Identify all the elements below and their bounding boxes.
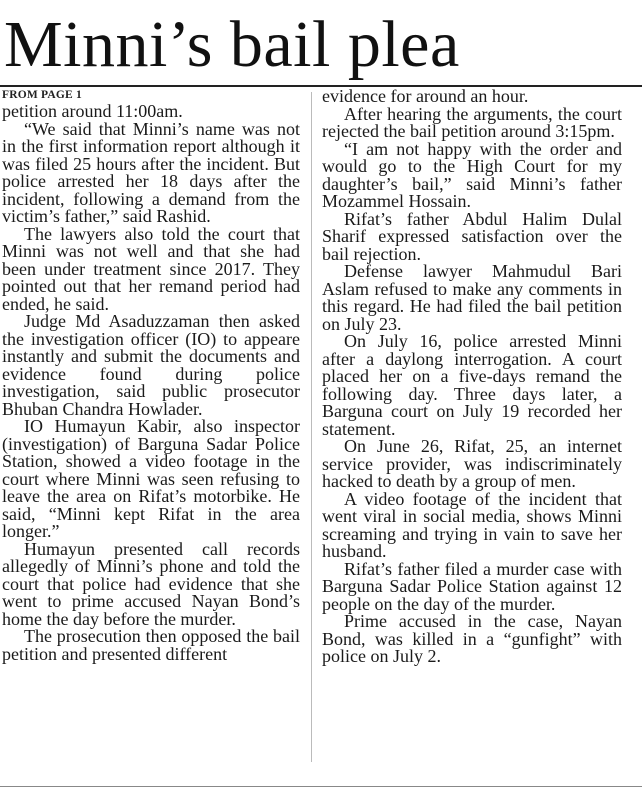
paragraph: IO Humayun Kabir, also inspector (investigation) of Barguna Sadar Police Station, showed a video footage in the court where Minni was seen refusing to leave the area on Rifat’s motorbike. He said, “Minni kept Rifat in the area longer.” [2, 416, 300, 541]
paragraph: Rifat’s father Abdul Halim Dulal Sharif expressed satisfaction over the bail rejection. [322, 208, 622, 264]
column-divider [311, 92, 312, 762]
paragraph: On June 26, Rifat, 25, an internet service provider, was indiscriminately hacked to death by a group of men. [322, 436, 622, 491]
paragraph: Humayun presented call records allegedly of Minni’s phone and told the court that police had evidence that she went to prime accused Nayan Bond’s home the day before the murder. [2, 538, 300, 629]
paragraph: petition around 11:00am. [2, 101, 183, 121]
paragraph: On July 16, police arrested Minni after a daylong interrogation. A court placed her on a five-days remand the following day. Three days later, a Barguna court on July 19 recorded her statement. [322, 331, 622, 439]
paragraph: Judge Md Asaduzzaman then asked the investigation officer (IO) to appeare instantly and submit the documents and evidence found during police investigation, said public prosecutor Bhuban Chandra Howlader. [2, 311, 300, 419]
paragraph: The lawyers also told the court that Minni was not well and that she had been under treatment since 2017. They pointed out that her remand period had ended, he said. [2, 223, 300, 314]
paragraph: evidence for around an hour. [322, 86, 529, 106]
paragraph: The prosecution then opposed the bail petition and presented different [2, 626, 300, 664]
right-column [322, 88, 622, 666]
paragraph: Rifat’s father filed a murder case with Barguna Sadar Police Station against 12 people on the day of the murder. [322, 558, 622, 614]
headline: Minni’s bail plea [4, 8, 460, 81]
left-column [2, 88, 300, 663]
continued-from-label: FROM PAGE 1 [2, 89, 82, 101]
paragraph: After hearing the arguments, the court rejected the bail petition around 3:15pm. [322, 103, 622, 141]
headline-rule [0, 85, 642, 87]
paragraph: Defense lawyer Mahmudul Bari Aslam refused to make any comments in this regard. He had filed the bail petition on July 23. [322, 261, 622, 334]
paragraph: A video footage of the incident that went viral in social media, shows Minni screaming and trying in vain to save her husband. [322, 488, 622, 561]
paragraph: Prime accused in the case, Nayan Bond, was killed in a “gunfight” with police on July 2. [322, 611, 622, 666]
paragraph: “I am not happy with the order and would go to the High Court for my daughter’s bail,” said Minni’s father Mozammel Hossain. [322, 138, 622, 211]
bottom-rule [0, 786, 642, 787]
paragraph: “We said that Minni’s name was not in the first information report although it was filed 25 hours after the incident. But police arrested her 18 days after the incident, following a demand from the victim’s father,” said Rashid. [2, 118, 300, 226]
